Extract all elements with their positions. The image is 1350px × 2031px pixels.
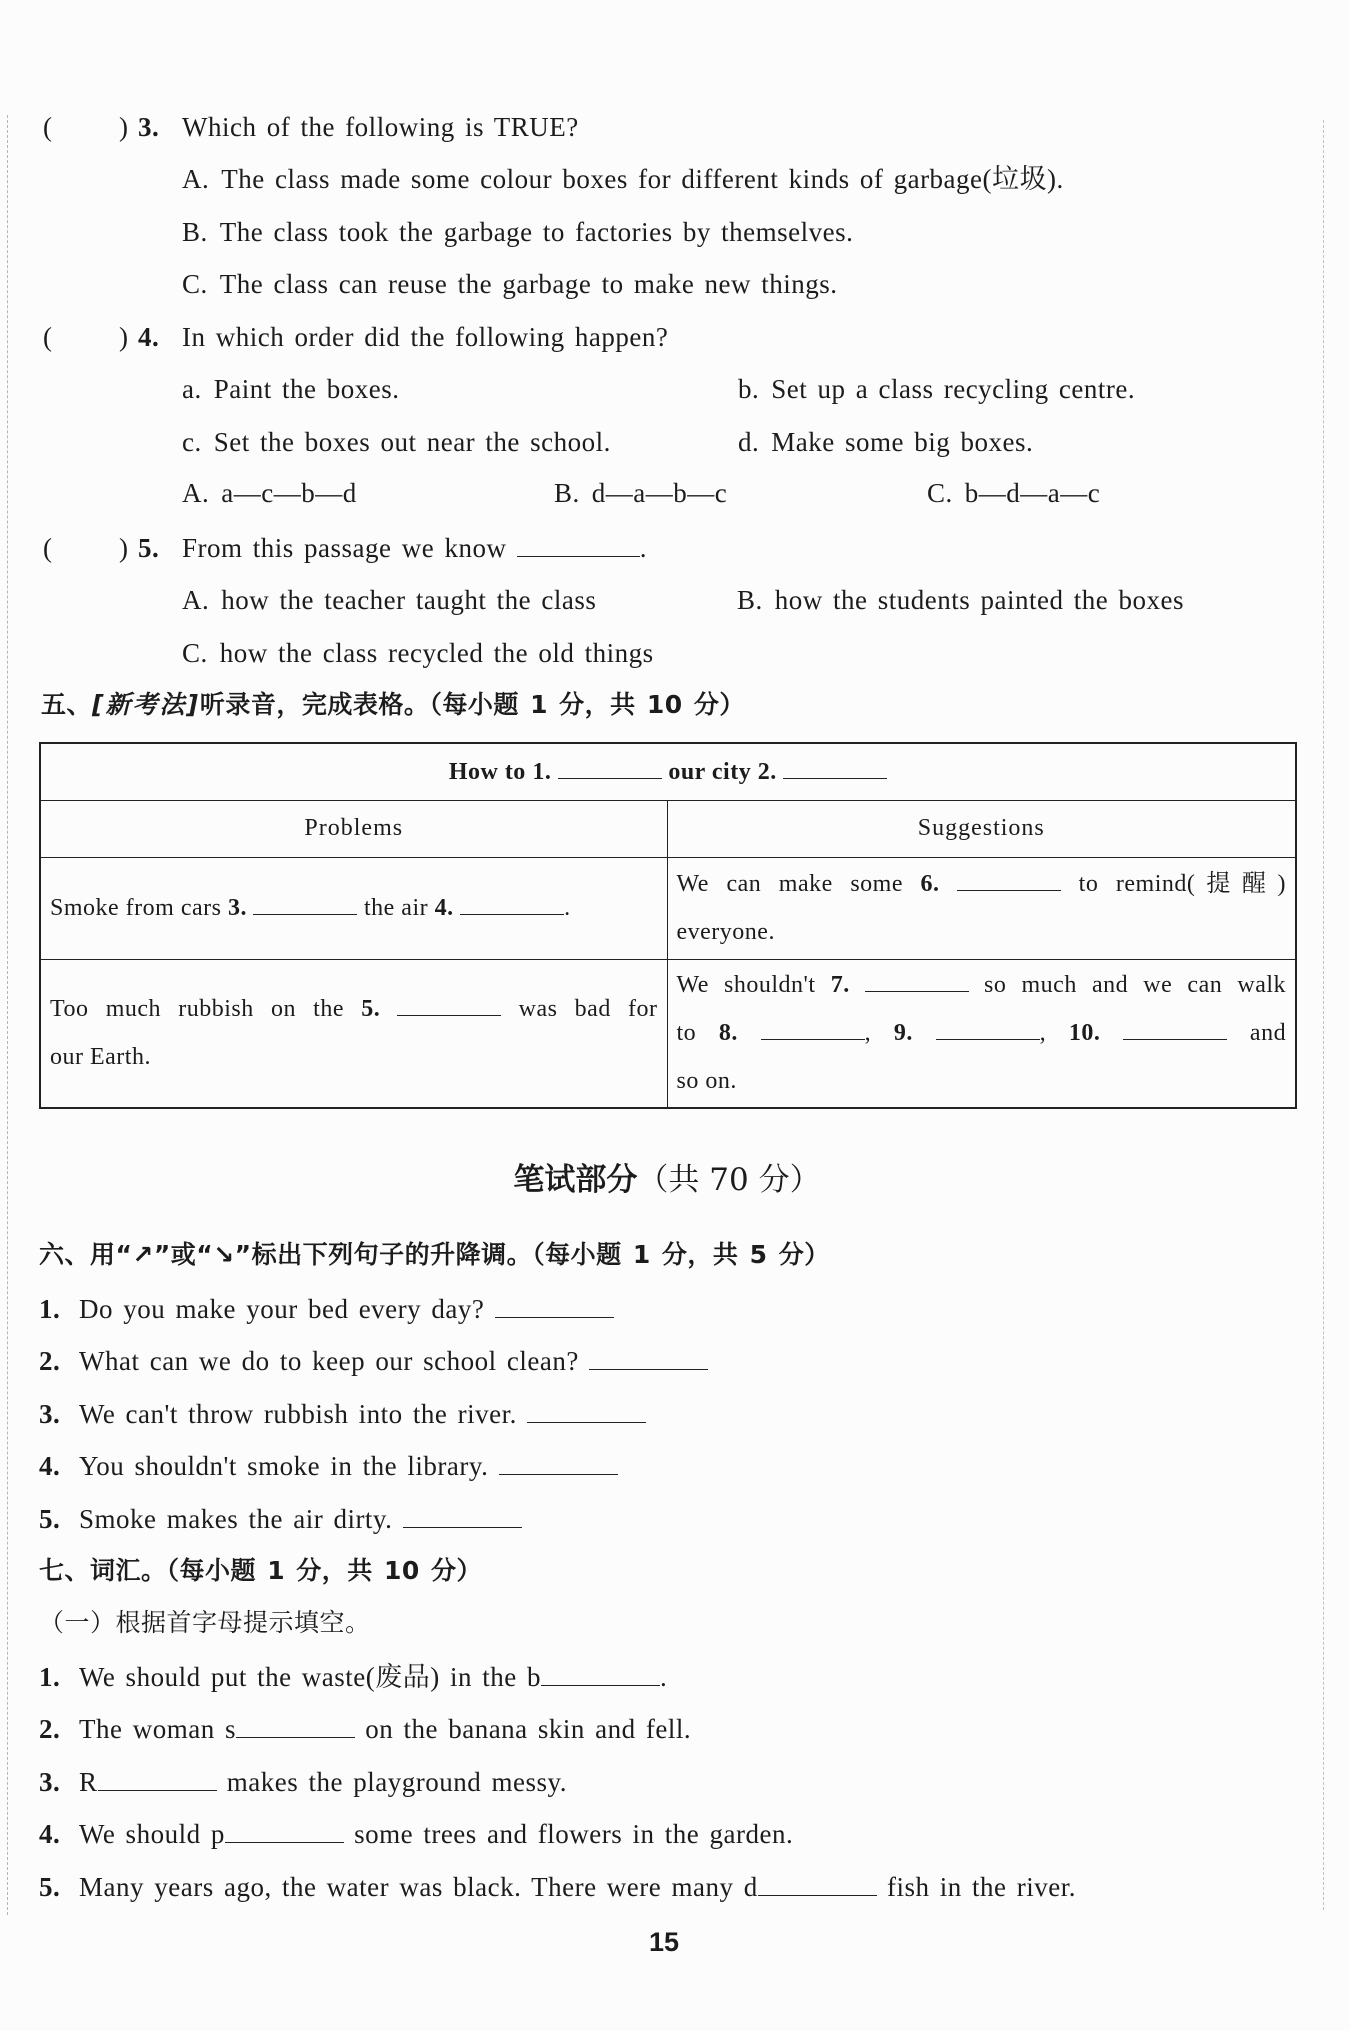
- item-text: .: [660, 1662, 668, 1692]
- question-3: [0, 109, 1350, 145]
- cell-line: [677, 860, 1287, 908]
- event-b: [738, 371, 1135, 407]
- written-part-title: [0, 1158, 1334, 1202]
- answer-blank: [253, 894, 357, 915]
- answer-blank: [1123, 1019, 1227, 1040]
- cell-text: ,: [864, 1020, 872, 1047]
- item-number: 2.: [39, 1714, 61, 1744]
- intonation-item-5: [39, 1501, 522, 1537]
- answer-blank: [499, 1452, 618, 1475]
- written-part-score: （共 70 分）: [637, 1162, 821, 1198]
- cell-line: our Earth.: [50, 1044, 151, 1071]
- vocab-item-4: [39, 1816, 793, 1852]
- answer-blank: [957, 870, 1061, 891]
- item-text: We should put the waste(废品) in the b: [79, 1662, 541, 1692]
- cell-text: to: [676, 1020, 697, 1047]
- suggestion-cell: [667, 857, 1296, 959]
- cell-text: We shouldn't: [676, 972, 816, 999]
- item-number: 2.: [39, 1346, 61, 1376]
- answer-paren-close: ): [119, 322, 129, 352]
- cell-text: .: [564, 895, 571, 921]
- question-number: 5.: [138, 533, 160, 563]
- item-number: 5.: [39, 1504, 61, 1534]
- section-number: 五、: [41, 690, 93, 719]
- item-text: makes the playground messy.: [226, 1767, 567, 1797]
- option-label: C.: [927, 478, 953, 508]
- cell-line: so on.: [676, 1068, 737, 1095]
- option-text: The class took the garbage to factories by themselves.: [219, 217, 854, 247]
- event-text: Make some big boxes.: [771, 427, 1034, 457]
- answer-blank: [527, 1400, 646, 1423]
- answer-blank: [589, 1347, 708, 1370]
- option-label: A.: [182, 164, 210, 194]
- option-text: a—c—b—d: [221, 478, 357, 508]
- item-text: You shouldn't smoke in the library.: [79, 1451, 489, 1481]
- event-text: Paint the boxes.: [213, 374, 400, 404]
- cell-text: ,: [1039, 1020, 1047, 1047]
- option-text: The class can reuse the garbage to make new things.: [219, 269, 838, 299]
- item-number: 1.: [39, 1294, 61, 1324]
- cell-text: was bad for: [518, 996, 658, 1023]
- cell-line: everyone.: [676, 919, 775, 945]
- question-5: [0, 530, 1350, 566]
- item-text: We should p: [79, 1819, 225, 1849]
- item-text: Do you make your bed every day?: [79, 1294, 485, 1324]
- cell-line: [50, 884, 658, 932]
- suggestion-cell: [667, 959, 1296, 1108]
- cell-text: to remind(提醒): [1078, 871, 1287, 897]
- blank-number: 7.: [830, 972, 850, 999]
- item-text: What can we do to keep our school clean?: [79, 1346, 579, 1376]
- stem-text: From this passage we know: [182, 533, 507, 563]
- problem-cell: [40, 857, 667, 959]
- option-label: B.: [737, 585, 763, 615]
- table-title: [40, 743, 1296, 800]
- question-number: 4.: [138, 322, 160, 352]
- answer-blank: [495, 1295, 614, 1318]
- events-row-2: [0, 424, 1350, 460]
- answer-paren-close: ): [119, 533, 129, 563]
- option-label: B.: [182, 217, 208, 247]
- answer-blank: [761, 1019, 865, 1040]
- event-label: b.: [738, 374, 760, 404]
- new-method-tag: [新考法]: [92, 690, 200, 719]
- option-b: [182, 214, 853, 250]
- cell-text: Smoke from cars: [50, 895, 222, 921]
- vocab-item-1: [39, 1659, 667, 1695]
- cell-text: the air: [363, 895, 429, 921]
- cell-line: [50, 985, 658, 1033]
- item-text: We can't throw rubbish into the river.: [79, 1399, 517, 1429]
- option-b: [554, 475, 727, 511]
- option-a: [182, 582, 596, 618]
- event-label: c.: [182, 427, 202, 457]
- answer-blank: [460, 894, 564, 915]
- vocab-item-5: [39, 1869, 1076, 1905]
- answer-paren-close: ): [119, 112, 129, 142]
- events-row-1: [0, 371, 1350, 407]
- intonation-item-1: [39, 1291, 614, 1327]
- answer-blank: [225, 1820, 344, 1843]
- question-stem: [182, 530, 647, 566]
- item-number: 4.: [39, 1451, 61, 1481]
- problem-cell: [40, 959, 667, 1108]
- answer-paren-open: (: [43, 112, 53, 142]
- blank-number: 9.: [893, 1020, 913, 1047]
- answer-blank: [236, 1715, 355, 1738]
- cell-line: [677, 961, 1287, 1009]
- option-label: A.: [182, 585, 210, 615]
- answer-blank: [403, 1505, 522, 1528]
- answer-paren-open: (: [43, 533, 53, 563]
- intonation-item-3: [39, 1396, 646, 1432]
- answer-blank: [541, 1663, 660, 1686]
- item-text: on the banana skin and fell.: [365, 1714, 692, 1744]
- intonation-item-2: [39, 1343, 708, 1379]
- question-stem: In which order did the following happen?: [182, 322, 669, 352]
- event-text: Set up a class recycling centre.: [771, 374, 1136, 404]
- answer-blank: [758, 1873, 877, 1896]
- item-text: fish in the river.: [887, 1872, 1076, 1902]
- column-header-problems: Problems: [40, 800, 667, 857]
- stem-end: .: [639, 533, 647, 563]
- answer-blank: [865, 971, 969, 992]
- answer-blank: [936, 1019, 1040, 1040]
- question-number: 3.: [138, 112, 160, 142]
- question-4: [0, 319, 1350, 355]
- answer-blank: [783, 758, 887, 779]
- option-c: [927, 475, 1100, 511]
- option-label: C.: [182, 638, 208, 668]
- section-5-heading: [41, 687, 745, 723]
- section-6-heading: 六、用“↗”或“↘”标出下列句子的升降调。（每小题 1 分，共 5 分）: [39, 1240, 830, 1269]
- option-label: A.: [182, 478, 210, 508]
- answer-blank: [98, 1768, 217, 1791]
- item-number: 1.: [39, 1662, 61, 1692]
- option-label: B.: [554, 478, 580, 508]
- blank-number: 4.: [434, 895, 454, 921]
- option-label: C.: [182, 269, 208, 299]
- blank-number: 5.: [361, 996, 381, 1023]
- event-text: Set the boxes out near the school.: [213, 427, 611, 457]
- blank-number: 1.: [532, 758, 552, 785]
- title-text: How to: [448, 758, 526, 785]
- blank-number: 2.: [757, 758, 777, 785]
- item-text: The woman s: [79, 1714, 236, 1744]
- option-text: The class made some colour boxes for different kinds of garbage(垃圾).: [221, 164, 1064, 194]
- cell-line: [677, 1009, 1287, 1057]
- column-header-suggestions: Suggestions: [667, 800, 1296, 857]
- blank-number: 8.: [718, 1020, 738, 1047]
- listening-table: [39, 742, 1297, 1109]
- event-label: a.: [182, 374, 202, 404]
- section-instruction: 听录音，完成表格。（每小题 1 分，共 10 分）: [199, 690, 745, 719]
- question-stem: Which of the following is TRUE?: [182, 112, 579, 142]
- blank-number: 6.: [920, 871, 940, 897]
- option-text: b—d—a—c: [964, 478, 1101, 508]
- item-text: Smoke makes the air dirty.: [79, 1504, 393, 1534]
- event-label: d.: [738, 427, 760, 457]
- item-number: 5.: [39, 1872, 61, 1902]
- item-number: 3.: [39, 1767, 61, 1797]
- item-text: some trees and flowers in the garden.: [354, 1819, 794, 1849]
- answer-paren-open: (: [43, 322, 53, 352]
- item-text: R: [79, 1767, 98, 1797]
- intonation-item-4: [39, 1448, 618, 1484]
- cell-text: so much and we can walk: [984, 972, 1287, 999]
- option-c: [182, 266, 838, 302]
- option-a: [182, 161, 1064, 197]
- blank-number: 10.: [1068, 1020, 1101, 1047]
- blank-number: 3.: [227, 895, 247, 921]
- option-b: [737, 582, 1184, 618]
- answer-blank: [558, 758, 662, 779]
- q5-options-row-1: [0, 582, 1350, 618]
- section-7-heading: 七、词汇。（每小题 1 分，共 10 分）: [39, 1556, 483, 1585]
- option-text: how the teacher taught the class: [221, 585, 597, 615]
- option-a: [182, 475, 357, 511]
- vocab-item-2: [39, 1711, 691, 1747]
- event-a: [182, 371, 399, 407]
- item-text: Many years ago, the water was black. There were many d: [79, 1872, 758, 1902]
- section-7-subheading: （一）根据首字母提示填空。: [39, 1608, 371, 1637]
- answer-blank: [397, 995, 501, 1016]
- answer-blank: [517, 534, 640, 557]
- cell-text: We can make some: [676, 871, 903, 897]
- vocab-item-3: [39, 1764, 567, 1800]
- written-part-label: 笔试部分: [513, 1162, 638, 1198]
- event-d: [738, 424, 1033, 460]
- cell-text: and: [1249, 1020, 1287, 1047]
- item-number: 4.: [39, 1819, 61, 1849]
- option-c: [182, 635, 654, 671]
- order-options: [0, 475, 1350, 511]
- page-number: 15: [648, 1927, 680, 1957]
- cell-text: Too much rubbish on the: [50, 996, 344, 1023]
- title-text: our city: [668, 758, 752, 785]
- item-number: 3.: [39, 1399, 61, 1429]
- option-text: how the class recycled the old things: [219, 638, 654, 668]
- event-c: [182, 424, 611, 460]
- option-text: how the students painted the boxes: [774, 585, 1184, 615]
- option-text: d—a—b—c: [591, 478, 728, 508]
